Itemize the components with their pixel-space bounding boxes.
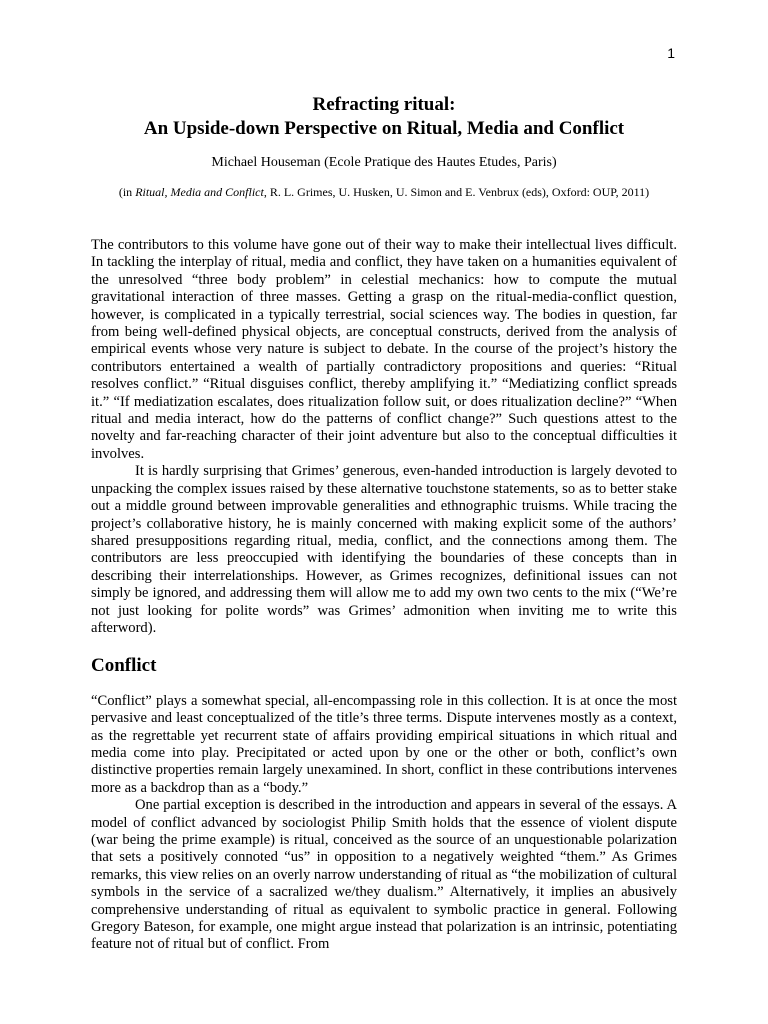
section-heading: Conflict [91,655,157,677]
paragraph: The contributors to this volume have gone out of their way to make their intellectual lives difficult. In tackling the interplay of ritual, media and conflict, they have taken on a humanities equivalent of the unresolved “three body problem” in celestial mechanics: how to compute the mutual gravitational interaction of three masses. Getting a grasp on the ritual-media-conflict question, however, is complicated in a typically terrestrial, social sciences way. The bodies in question, far from being well-defined physical objects, are conceptual constructs, derived from the analysis of empirical events whose very nature is subject to debate. In the course of the project’s history the contributors entertained a wealth of partially contradictory propositions and queries: “Ritual resolves conflict.” “Ritual disguises conflict, thereby amplifying it.” “Mediatizing conflict spreads it.” “If mediatization escalates, does ritualization follow suit, or does ritualization decline?” “When ritual and media interact, how do the patterns of conflict change?” Such questions attest to the novelty and far-reaching character of their joint adventure but also to the conceptual difficulties it involves. [91,237,677,462]
title-line-2: An Upside-down Perspective on Ritual, Media and Conflict [143,118,625,139]
citation-suffix: , R. L. Grimes, U. Husken, U. Simon and E. Venbrux (eds), Oxford: OUP, 2011) [263,185,650,199]
title [0,93,768,141]
title-block [0,93,768,200]
paragraph: “Conflict” plays a somewhat special, all-encompassing role in this collection. It is at once the most pervasive and least conceptualized of the title’s three terms. Dispute intervenes mostly as a context, as the regrettable yet recurrent state of affairs providing empirical situations in which ritual and media come into play. Precipitated or acted upon by one or the other or both, conflict’s own distinctive properties remain largely unexamined. In short, conflict in these contributions intervenes more as a backdrop than as a “body.” [91,692,677,796]
citation-book-title: Ritual, Media and Conflict [135,185,264,199]
citation-line [0,185,768,200]
author-line: Michael Houseman (Ecole Pratique des Hautes Etudes, Paris) [211,155,557,170]
citation-prefix: (in [118,185,136,199]
title-line-1: Refracting ritual: [312,94,456,115]
page-number: 1 [667,45,675,61]
paragraph: It is hardly surprising that Grimes’ generous, even-handed introduction is largely devoted to unpacking the complex issues raised by these alternative touchstone statements, so as to better stake out a middle ground between improvable generalities and ethnographic truisms. While tracing the project’s collaborative history, he is mainly concerned with making explicit some of the authors’ shared presuppositions regarding ritual, media, conflict, and the connections among them. The contributors are less preoccupied with identifying the boundaries of these concepts than in describing their interrelationships. However, as Grimes recognizes, definitional issues can not simply be ignored, and addressing them will allow me to add my own two cents to the mix (“We’re not just looking for polite words” was Grimes’ admonition when inviting me to write this afterword). [91,463,677,636]
paragraph: One partial exception is described in the introduction and appears in several of the essays. A model of conflict advanced by sociologist Philip Smith holds that the essence of violent dispute (war being the prime example) is ritual, conceived as the source of an unquestionable polarization that sets a positively connoted “us” in opposition to a negatively weighted “them.” As Grimes remarks, this view relies on an overly narrow understanding of ritual as “the mobilization of cultural symbols in the service of a sacralized we/they dualism.” Alternatively, it implies an abusively comprehensive understanding of ritual as equivalent to symbolic practice in general. Following Gregory Bateson, for example, one might argue instead that polarization is an intrinsic, potentiating feature not of ritual but of conflict. From [91,797,678,953]
body-text [91,237,677,954]
